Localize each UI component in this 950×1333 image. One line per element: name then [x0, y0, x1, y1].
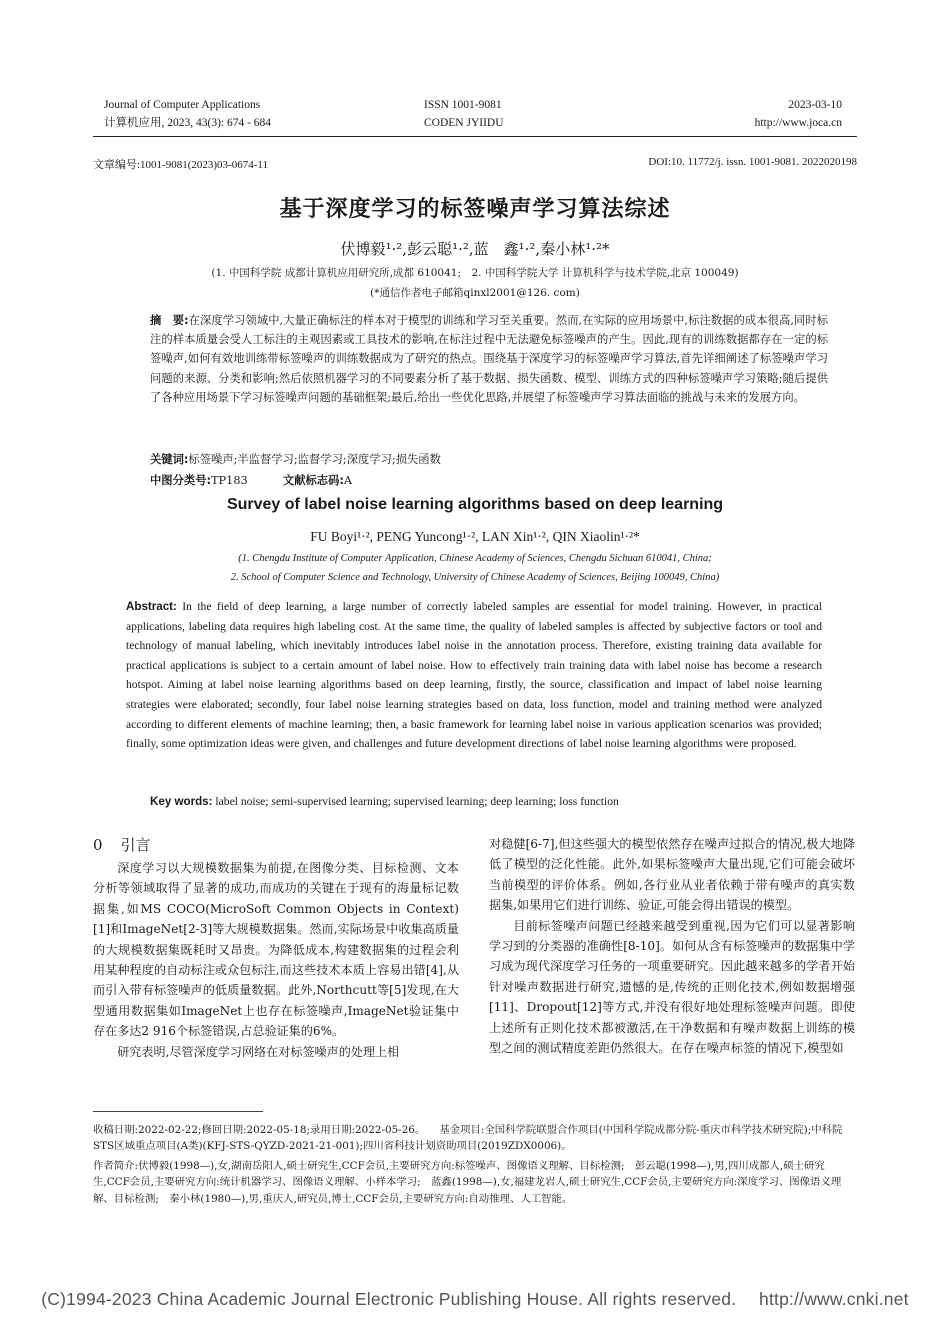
affiliation-cn-2: (*通信作者电子邮箱qinxl2001@126. com) — [370, 287, 580, 299]
journal-header-middle — [424, 96, 504, 132]
authors-en: FU Boyi¹·², PENG Yuncong¹·², LAN Xin¹·², QIN Xiaolin¹·²* — [310, 529, 640, 544]
paper-title-cn: 基于深度学习的标签噪声学习算法综述 — [279, 197, 671, 222]
doi[interactable]: DOI:10. 11772/j. issn. 1001-9081. 2022020198 — [648, 156, 857, 168]
affiliation-en-2: 2. School of Computer Science and Technology, University of Chinese Academy of Sciences, Beijing 100049, China) — [230, 572, 720, 583]
clc-value: TP183 — [211, 474, 248, 487]
keywords-cn-text: 标签噪声;半监督学习;监督学习;深度学习;损失函数 — [188, 453, 441, 466]
coden: CODEN JYIIDU — [424, 117, 504, 129]
authors-cn: 伏博毅¹·²,彭云聪¹·²,蓝 鑫¹·²,秦小林¹·²* — [340, 240, 610, 258]
section-title: 引言 — [120, 836, 151, 854]
journal-name-en: Journal of Computer Applications — [104, 99, 261, 111]
doc-code-label: 文献标志码: — [282, 474, 344, 487]
footnote-received: 收稿日期:2022-02-22;修回日期:2022-05-18;录用日期:2022-05-26。 — [93, 1124, 426, 1136]
copyright-notice: (C)1994-2023 China Academic Journal Electronic Publishing House. All rights reserved. http://www.cnki.net — [41, 1289, 909, 1309]
body-column-left — [93, 858, 459, 1062]
abstract-en-label: Abstract: — [126, 600, 177, 613]
paragraph: 目前标签噪声问题已经越来越受到重视,因为它们可以显著影响学习到的分类器的准确性[8-10]。如何从含有标签噪声的数据集中学习成为现代深度学习任务的一项重要研究。因此越来越多的学者开始针对噪声数据进行研究,遗憾的是,传统的正则化技术,例如数据增强[11]、Dropout[12]等方式,并没有很好地处理标签噪声问题。即使上述所有正则化技术都被激活,在干净数据和有噪声数据上训练的模型之间的测试精度差距仍然很大。在存在噪声标签的情况下,模型如 — [489, 918, 855, 1056]
classification-cn — [150, 472, 352, 488]
footnote-rule — [93, 1111, 263, 1112]
footnote-bio: 作者简介:伏博毅(1998—),女,湖南岳阳人,硕士研究生,CCF会员,主要研究方向:标签噪声、图像语义理解、目标检测; 彭云聪(1998—),男,四川成都人,硕士研究生,CCF会员,主要研究方向:统计机器学习、图像语义理解、小样本学习; 蓝鑫(1998—),女,福建龙岩人,硕士研究生,CCF会员,主要研究方向:深度学习、图像语义理解、目标检测; 秦小林(1980—),男,重庆人,研究员,博士,CCF会员,主要研究方向:自动推理、人工智能。 — [93, 1160, 842, 1205]
abstract-cn-text: 在深度学习领域中,大量正确标注的样本对于模型的训练和学习至关重要。然而,在实际的应用场景中,标注数据的成本很高,同时标注的样本质量会受人工标注的主观因素或工具技术的影响,在标注过程中无法避免标签噪声的产生。因此,现有的训练数据都存在一定的标签噪声,如何有效地训练带标签噪声的训练数据成为了研究的热点。围绕基于深度学习的标签噪声学习算法,首先详细阐述了标签噪声学习问题的来源、分类和影响;然后依照机器学习的不同要素分析了基于数据、损失函数、模型、训练方式的四种标签噪声学习策略;随后提供了各种应用场景下学习标签噪声问题的基础框架;最后,给出一些优化思路,并展望了标签噪声学习算法面临的挑战与未来的发展方向。 — [150, 314, 828, 404]
journal-header-right — [755, 96, 842, 132]
paper-title-en: Survey of label noise learning algorithms based on deep learning — [226, 496, 724, 513]
publish-date: 2023-03-10 — [788, 99, 842, 111]
affiliation-cn-1: (1. 中国科学院 成都计算机应用研究所,成都 610041; 2. 中国科学院大学 计算机科学与技术学院,北京 100049) — [211, 267, 739, 279]
keywords-en — [150, 795, 619, 808]
journal-url[interactable]: http://www.joca.cn — [754, 117, 842, 129]
journal-citation-cn: 计算机应用, 2023, 43(3): 674 - 684 — [104, 117, 272, 129]
abstract-en-text: In the field of deep learning, a large number of correctly labeled samples are essential for model training. However, in practical applications, labeling data requires high labeling cost. At the same time, the quality of labeled samples is affected by subjective factors or tool and technology of manual labeling, which inevitably introduces label noise in the annotation process. Therefore, existing training data available for practical applications is subject to a certain amount of label noise. How to effectively train training data with label noise has become a research hotspot. Aiming at label noise learning algorithms based on deep learning, firstly, the source, classification and impact of label noise learning strategies were elaborated; secondly, four label noise learning strategies based on data, loss function, model and training method were analyzed according to different elements of machine learning; then, a basic framework for learning label noise in various application scenarios was provided; finally, some optimization ideas were given, and challenges and future development directions of label noise learning algorithms were proposed. — [126, 600, 822, 751]
doc-code-value: A — [343, 474, 353, 487]
article-number: 文章编号:1001-9081(2023)03-0674-11 — [93, 159, 268, 171]
section-heading — [93, 834, 151, 855]
body-column-right — [489, 834, 855, 1058]
journal-header-left — [104, 96, 271, 132]
abstract-en — [126, 597, 822, 754]
keywords-cn-label: 关键词: — [150, 453, 189, 466]
abstract-cn-label: 摘 要: — [150, 314, 189, 327]
keywords-en-text: label noise; semi-supervised learning; supervised learning; deep learning; loss function — [215, 795, 619, 808]
paragraph: 对稳健[6-7],但这些强大的模型依然存在噪声过拟合的情况,极大地降低了模型的泛化性能。此外,如果标签噪声大量出现,它们可能会破坏当前模型的评价体系。例如,各行业从业者依赖于带有噪声的真实数据集,如果用它们进行训练、验证,可能会得出错误的模型。 — [489, 837, 855, 913]
abstract-cn — [150, 311, 828, 407]
issn: ISSN 1001-9081 — [424, 99, 502, 111]
affiliation-en-1: (1. Chengdu Institute of Computer Application, Chinese Academy of Sciences, Chengdu Sichuan 610041, China; — [238, 553, 712, 564]
paragraph: 深度学习以大规模数据集为前提,在图像分类、目标检测、文本分析等领域取得了显著的成功,而成功的关键在于现有的海量标记数据集,如MS COCO(MicroSoft Common Objects in Context)[1]和ImageNet[2-3]等大规模数据集。然而,实际场景中收集高质量的大规模数据集既耗时又昂贵。为降低成本,构建数据集的过程会利用某种程度的自动标注或众包标注,而这些技术本质上容易出错[4],从而引入带有标签噪声的低质量数据。此外,Northcutt等[5]发现,在大型通用数据集如ImageNet上也存在标签噪声,ImageNet验证集中存在多达2 916个标签错误,占总验证集的6%。 — [93, 861, 459, 1039]
footnote-dates-funding — [93, 1122, 857, 1155]
clc-label: 中图分类号: — [150, 474, 212, 487]
section-number: 0 — [93, 836, 103, 854]
keywords-en-label: Key words: — [150, 795, 213, 808]
paragraph: 研究表明,尽管深度学习网络在对标签噪声的处理上相 — [117, 1044, 400, 1059]
keywords-cn — [150, 451, 441, 467]
footnote-fund: 基金项目:全国科学院联盟合作项目(中国科学院成都分院-重庆市科学技术研究院);中科院STS区域重点项目(A类)(KFJ-STS-QYZD-2021-21-001);四川省科技计划资助项目(2019ZDX0006)。 — [93, 1124, 843, 1153]
header-rule — [93, 136, 857, 137]
